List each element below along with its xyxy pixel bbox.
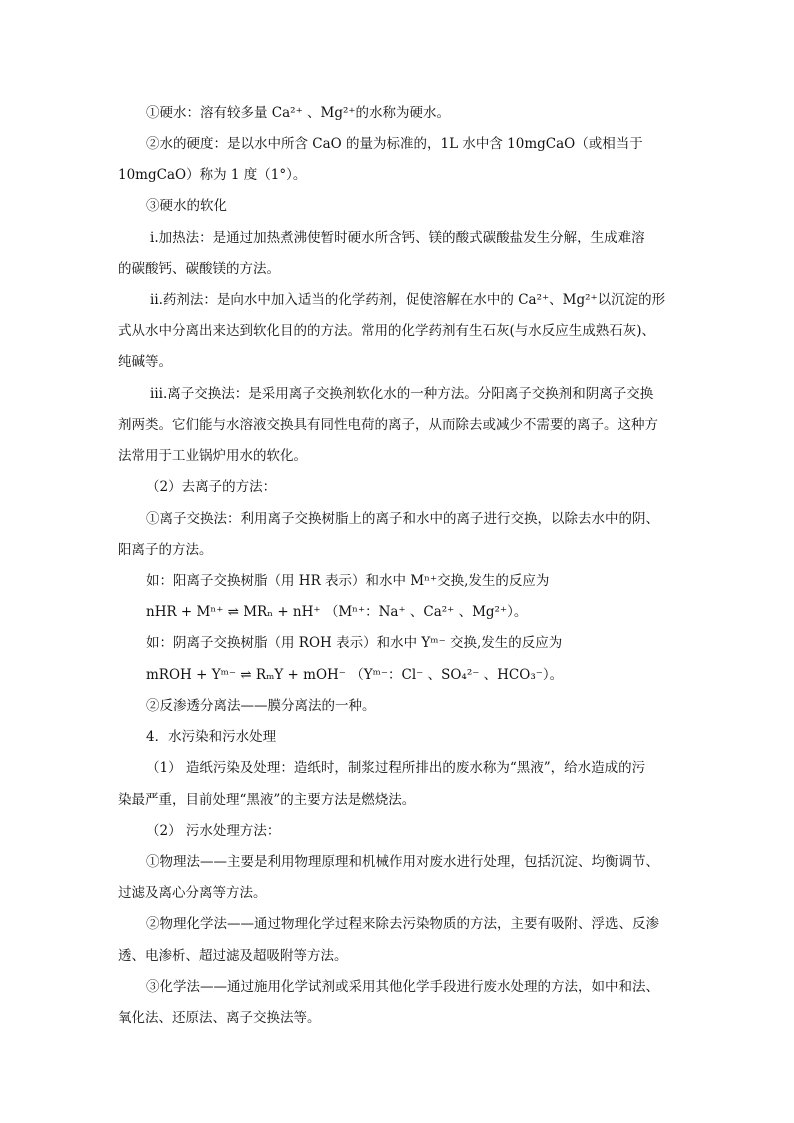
text-line-27: ②物理化学法——通过物理化学过程来除去污染物质的方法，主要有吸附、浮选、反渗	[146, 916, 659, 932]
text-line-1: ①硬水：溶有较多量 Ca²⁺ 、Mg²⁺的水称为硬水。	[146, 105, 450, 121]
text-line-26: 过滤及离心分离等方法。	[118, 885, 267, 901]
text-line-24: （2） 污水处理方法：	[146, 823, 281, 839]
text-line-11: 剂两类。它们能与水溶液交换具有同性电荷的离子，从而除去或减少不需要的离子。这种方	[118, 417, 658, 433]
text-line-8: 式从水中分离出来达到软化目的的方法。常用的化学药剂有生石灰(与水反应生成熟石灰)、	[118, 323, 656, 339]
text-line-22: （1） 造纸污染及处理：造纸时，制浆过程所排出的废水称为“黑液”，给水造成的污	[146, 760, 646, 776]
text-line-15: 阳离子的方法。	[118, 542, 213, 558]
section-heading: 4．水污染和污水处理	[146, 729, 277, 745]
text-line-25: ①物理法——主要是利用物理原理和机械作用对废水进行处理，包括沉淀、均衡调节、	[146, 854, 659, 870]
equation-2: mROH + Yᵐ⁻ ⇌ RₘY + mOH⁻ （Yᵐ⁻：Cl⁻ 、SO₄²⁻ 、HCO₃⁻）。	[146, 667, 564, 683]
text-line-18: 如：阴离子交换树脂（用 ROH 表示）和水中 Yᵐ⁻ 交换,发生的反应为	[146, 635, 563, 651]
text-line-2: ②水的硬度：是以水中所含 CaO 的量为标准的，1L 水中含 10mgCaO（或相当于	[146, 136, 643, 152]
text-line-4: ③硬水的软化	[146, 198, 227, 214]
equation-1: nHR + Mⁿ⁺ ⇌ MRₙ + nH⁺ （Mⁿ⁺：Na⁺ 、Ca²⁺ 、Mg²⁺）。	[146, 604, 528, 620]
text-line-3: 10mgCaO）称为 1 度（1°）。	[118, 167, 307, 183]
text-line-23: 染最严重，目前处理“黑液”的主要方法是燃烧法。	[118, 792, 416, 808]
text-line-13: （2）去离子的方法：	[146, 479, 277, 495]
text-line-14: ①离子交换法：利用离子交换树脂上的离子和水中的离子进行交换，以除去水中的阴、	[146, 511, 659, 527]
text-line-6: 的碳酸钙、碳酸镁的方法。	[118, 261, 280, 277]
text-line-30: 氧化法、还原法、离子交换法等。	[118, 1010, 321, 1026]
text-line-10: ⅲ.离子交换法：是采用离子交换剂软化水的一种方法。分阳离子交换剂和阴离子交换	[150, 386, 654, 402]
text-line-16: 如：阳离子交换树脂（用 HR 表示）和水中 Mⁿ⁺交换,发生的反应为	[146, 573, 550, 589]
text-line-5: ⅰ.加热法：是通过加热煮沸使暂时硬水所含钙、镁的酸式碳酸盐发生分解，生成难溶	[150, 230, 645, 246]
text-line-28: 透、电渗析、超过滤及超吸附等方法。	[118, 948, 348, 964]
text-line-7: ⅱ.药剂法：是向水中加入适当的化学药剂，促使溶解在水中的 Ca²⁺、Mg²⁺以沉淀的形	[150, 292, 666, 308]
text-line-9: 纯碱等。	[118, 354, 172, 370]
text-line-20: ②反渗透分离法——膜分离法的一种。	[146, 698, 376, 714]
text-line-12: 法常用于工业锅炉用水的软化。	[118, 448, 307, 464]
text-line-29: ③化学法——通过施用化学试剂或采用其他化学手段进行废水处理的方法，如中和法、	[146, 979, 659, 995]
